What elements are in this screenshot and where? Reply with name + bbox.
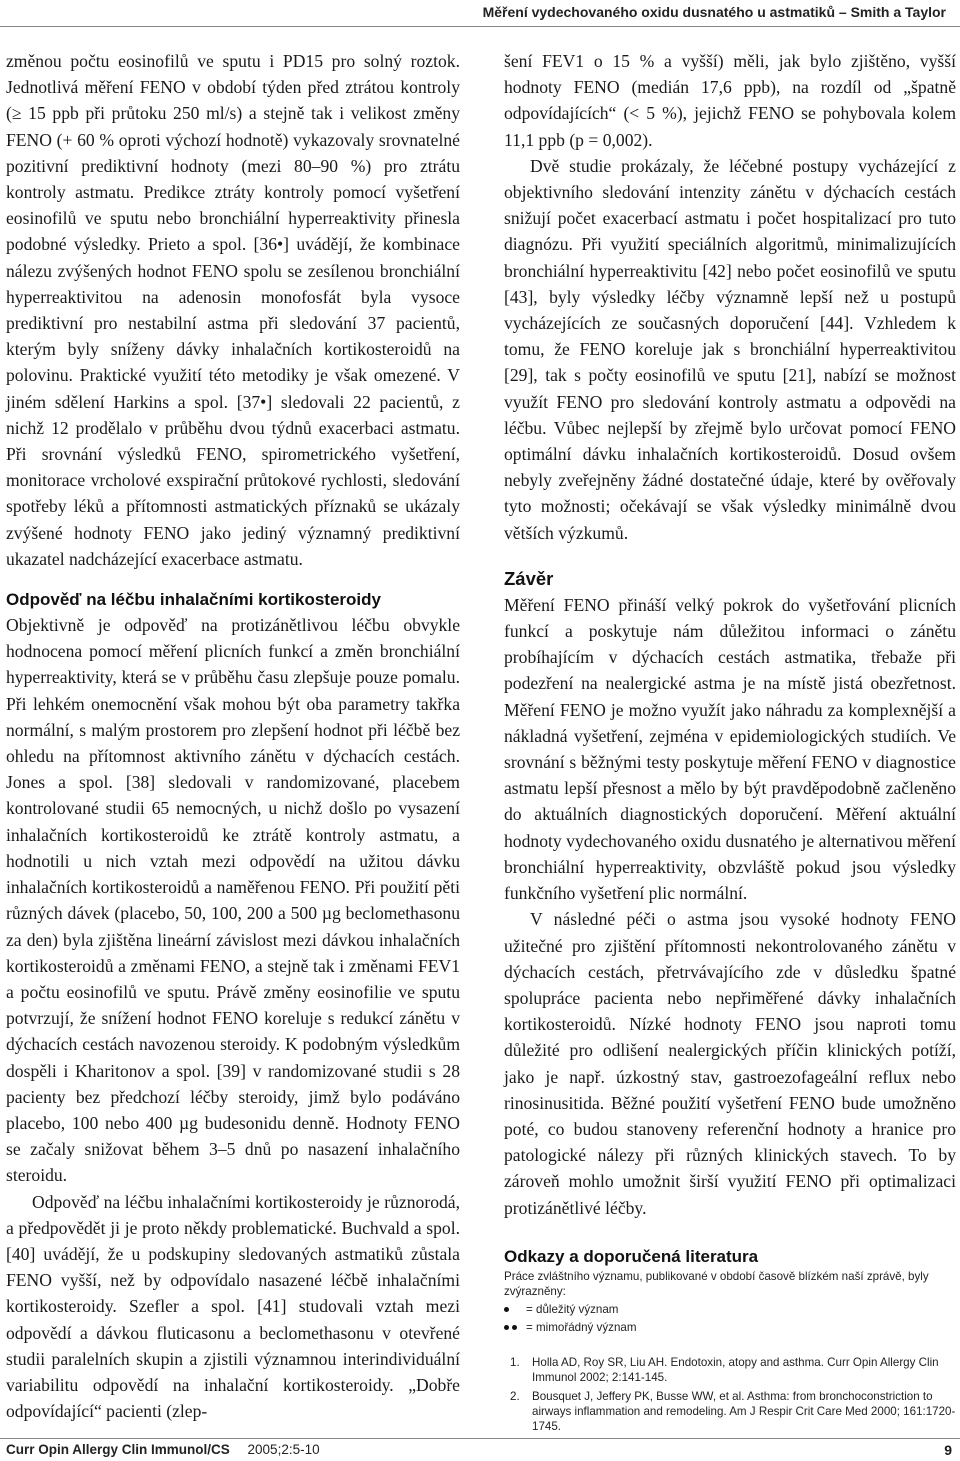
- left-column: [6, 48, 460, 1424]
- right-column: [504, 48, 956, 1438]
- reference-text: Bousquet J, Jeffery PK, Busse WW, et al. Asthma: from bronchoconstriction to airways inflammation and remodeling. Am J Respir Crit Care Med 2000; 161:1720-1745.: [532, 1389, 956, 1433]
- legend-important: [504, 1302, 956, 1317]
- reference-number: 2.: [510, 1389, 520, 1403]
- footer-rule: [0, 1438, 960, 1439]
- footer-journal: [6, 1442, 320, 1457]
- reference-list: [504, 1355, 956, 1434]
- reference-item: [504, 1389, 956, 1434]
- references-intro: Práce zvláštního významu, publikované v období časově blízkém naší zprávě, byly zvýrazněny:: [504, 1269, 929, 1298]
- double-dot-icon: [504, 1320, 526, 1335]
- running-title: Měření vydechovaného oxidu dusnatého u astmatiků – Smith a Taylor: [482, 4, 946, 20]
- body-paragraph: šení FEV1 o 15 % a vyšší) měli, jak bylo zjištěno, vyšší hodnoty FENO (medián 17,6 ppb), na rozdíl od „špatně odpovídajících“ (< 5 %), jejichž FENO se pohybovala kolem 11,1 ppb (p = 0,002).: [504, 51, 956, 150]
- body-paragraph: Měření FENO přináší velký pokrok do vyšetřování plicních funkcí a poskytuje nám důležitou informaci o zánětu probíhajícím v dýchacích cestách astmatika, třebaže při podezření na nealergické astma je na místě jistá obezřetnost. Měření FENO je možno využít jako náhradu za komplexnější a nákladná vyšetření, zejména v epidemiologických studiích. Ve srovnání s běžnými testy poskytuje měření FENO v diagnostice astmatu lepší přesnost a mělo by být pravděpodobně začleněno do aktuálních diagnostických doporučení. Měření aktuální hodnoty vydechovaného oxidu dusnatého je alternativou měření bronchiální hyperreaktivity, obzvláště pokud jsou výsledky funkčního vyšetření plic normální.: [504, 594, 956, 904]
- single-dot-icon: [504, 1302, 526, 1317]
- reference-text: Holla AD, Roy SR, Liu AH. Endotoxin, atopy and asthma. Curr Opin Allergy Clin Immunol 2002; 2:141-145.: [532, 1355, 939, 1384]
- section-heading-conclusion: Závěr: [504, 567, 554, 589]
- body-paragraph: Dvě studie prokázaly, že léčebné postupy vycházející z objektivního sledování intenzity zánětu v dýchacích cestách snižují počet exacerbací astmatu i počet hospitalizací pro tuto diagnózu. Při využití speciálních algoritmů, minimalizujících bronchiální hyperreaktivitu [42] nebo počet eosinofilů ve sputu [43], byly výsledky léčby významně lepší než u postupů vycházejících ze současných doporučení [44]. Vzhledem k tomu, že FENO koreluje jak s bronchiální hyperreaktivitou [29], tak s počty eosinofilů ve sputu [21], nabízí se možnost využít FENO pro sledování kontroly astmatu a odpovědi na léčbu. Vůbec nejlepší by zřejmě bylo určovat pomocí FENO optimální dávku inhalačních kortikosteroidů. Dosud ovšem nebyly zveřejněny žádné dostatečné údaje, které by ověřovaly tyto možnosti; očekávají se však výsledky minimálně dvou větších výzkumů.: [504, 155, 956, 543]
- header-rule: [0, 26, 960, 27]
- references-heading: Odkazy a doporučená literatura: [504, 1246, 759, 1266]
- journal-citation: 2005;2:5-10: [247, 1442, 320, 1457]
- legend-outstanding-label: = mimořádný význam: [526, 1320, 637, 1334]
- page-number: 9: [944, 1442, 952, 1458]
- legend-important-label: = důležitý význam: [526, 1302, 619, 1316]
- section-heading-ics-response: Odpověď na léčbu inhalačními kortikosteroidy: [6, 590, 381, 610]
- body-paragraph: V následné péči o astma jsou vysoké hodnoty FENO užitečné pro zjištění přítomnosti nekontrolovaného zánětu v dýchacích cestách, přetrvávajícího zde v důsledku špatné spolupráce pacienta nebo nepřiměřené dávky inhalačních kortikosteroidů. Nízké hodnoty FENO jsou naproti tomu důležité pro odlišení nealergických příčin klinických potíží, jako je např. úzkostný stav, gastroezofageální reflux nebo rinosinusitida. Běžné použití vyšetření FENO bude umožněno poté, co budou stanoveny referenční hodnoty a hranice pro patologické nálezy při různých klinických stavech. To by zároveň mohlo umožnit širší využití FENO při optimalizaci protizánětlivé léčby.: [504, 909, 956, 1218]
- body-paragraph: Odpověď na léčbu inhalačními kortikosteroidy je různorodá, a předpovědět ji je proto někdy problematické. Buchvald a spol. [40] uvádějí, že u podskupiny sledovaných astmatiků zůstala FENO vyšší, než by odpovídalo nasazené léčbě inhalačními kortikosteroidy. Szefler a spol. [41] studovali vztah mezi odpovědí a dávkou fluticasonu a beclomethasonu v otevřené studii paralelních skupin a zjistili významnou interindividuální variabilitu odpovědí na inhalační kortikosteroidy. „Dobře odpovídající“ pacienti (zlep-: [6, 1191, 460, 1422]
- legend-outstanding: [504, 1320, 956, 1335]
- reference-number: 1.: [510, 1355, 520, 1369]
- body-paragraph: Objektivně je odpověď na protizánětlivou léčbu obvykle hodnocena pomocí měření plicních funkcí a změn bronchiální hyperreaktivity, která se v průběhu času zlepšuje pouze pomalu. Při lehkém onemocnění však mohou být oba parametry takřka normální, s malým prostorem pro zlepšení hodnot při léčbě bez ohledu na přítomnost aktivního zánětu v dýchacích cestách. Jones a spol. [38] sledovali v randomizované, placebem kontrolované studii 65 nemocných, u nichž došlo po vysazení inhalačních kortikosteroidů ke ztrátě kontroly astmatu, a hodnotili u nich vztah mezi odpovědí na užitou dávku inhalačních kortikosteroidů a naměřenou FENO. Při použití pěti různých dávek (placebo, 50, 100, 200 a 500 µg beclomethasonu za den) byla zjištěna lineární závislost mezi dávkou inhalačních kortikosteroidů a změnami FENO, a stejně tak i změnami FEV1 a počtu eosinofilů ve sputu. Právě změny eosinofilie ve sputu potvrzují, že snížení hodnot FENO koreluje s redukcí zánětu v dýchacích cestách navozenou steroidy. K podobným výsledkům dospěli i Kharitonov a spol. [39] v randomizované studii s 28 pacienty bez předchozí léčby steroidy, jimž bylo podáváno placebo, 100 nebo 400 µg budesonidu denně. Hodnoty FENO se začaly snižovat během 3–5 dnů po nasazení inhalačního steroidu.: [6, 615, 460, 1186]
- journal-name: Curr Opin Allergy Clin Immunol/CS: [6, 1442, 230, 1457]
- reference-item: [504, 1355, 956, 1385]
- body-paragraph: změnou počtu eosinofilů ve sputu i PD15 pro solný roztok. Jednotlivá měření FENO v období týden před ztrátou kontroly (≥ 15 ppb při průtoku 250 ml/s) a stejně tak i velikost změny FENO (+ 60 % oproti výchozí hodnotě) vykazovaly srovnatelné pozitivní prediktivní hodnoty (mezi 80–90 %) pro ztrátu kontroly astmatu. Predikce ztráty kontroly pomocí vyšetření eosinofilů ve sputu nebo bronchiální hyperreaktivity přinesla podobné výsledky. Prieto a spol. [36•] uvádějí, že kombinace nálezu zvýšených hodnot FENO spolu se zesílenou bronchiální hyperreaktivitou na adenosin monofosfát byla vysoce prediktivní pro nestabilní astma při sledování 37 pacientů, kterým byly sníženy dávky inhalačních kortikosteroidů na polovinu. Praktické využití této metodiky je však omezené. V jiném sdělení Harkins a spol. [37•] sledovali 22 pacientů, z nichž 12 prodělalo v průběhu dvou týdnů exacerbaci astmatu. Při srovnání výsledků FENO, spirometrického vyšetření, monitorace vrcholové exspirační průtokové rychlosti, sledování spotřeby léků a přítomnosti astmatických příznaků se ukázaly zvýšené hodnoty FENO jako jediný významný prediktivní ukazatel nadcházející exacerbace astmatu.: [6, 51, 460, 569]
